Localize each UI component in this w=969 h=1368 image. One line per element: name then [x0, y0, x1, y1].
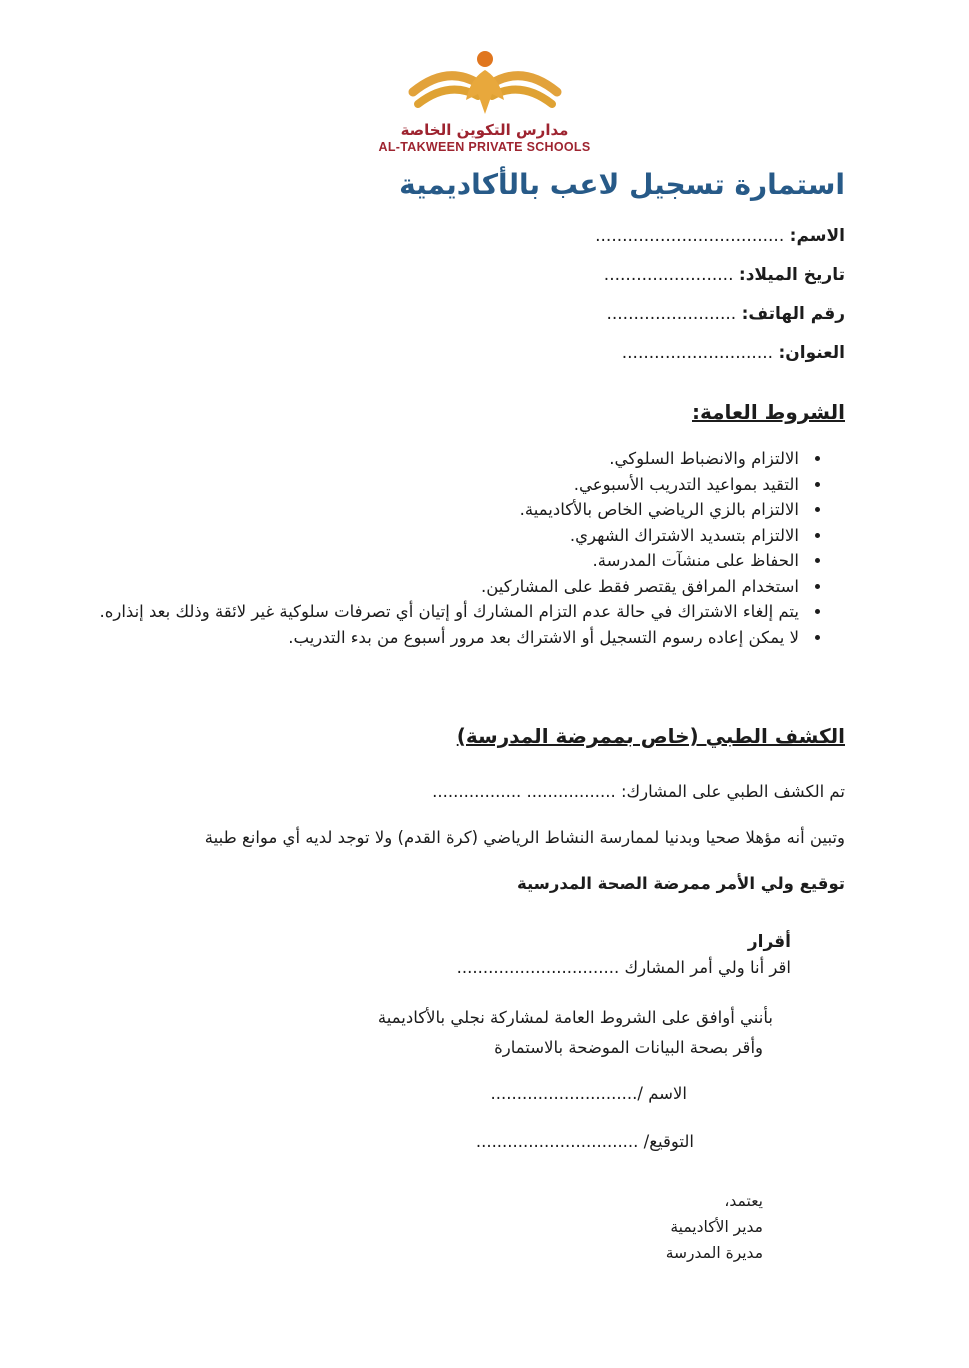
phone-field-fill-line: ........................	[606, 304, 737, 324]
term-item: • التقيد بمواعيد التدريب الأسبوعي.	[85, 472, 803, 498]
declaration-agreement-line: بأنني أوافق على الشروط العامة لمشاركة نجلي بالأكاديمية	[377, 1008, 773, 1027]
guardian-nurse-signature-label: توقيع ولي الأمر ممرضة الصحة المدرسية	[516, 874, 845, 893]
medical-exam-result-line: تم الكشف الطبي على المشارك: ................. .................	[432, 782, 845, 801]
term-item: • الالتزام بتسديد الاشتراك الشهري.	[85, 523, 803, 549]
general-terms-list	[85, 446, 845, 650]
name-field-fill-line: ...................................	[595, 226, 785, 246]
birthdate-field-label: تاريخ الميلاد:	[738, 265, 845, 285]
declaration-name-fill-line: الاسم /............................	[490, 1084, 687, 1103]
declaration-confirmation-line: وأقر بصحة البيانات الموضحة بالاستمارة	[494, 1038, 763, 1057]
approval-label: يعتمد،	[724, 1192, 763, 1210]
term-item: • الحفاظ على منشآت المدرسة.	[85, 548, 803, 574]
school-logo	[355, 50, 615, 154]
term-item: • استخدام المرافق يقتصر فقط على المشاركين.	[85, 574, 803, 600]
phone-field	[595, 304, 845, 326]
address-field-label: العنوان:	[778, 343, 845, 363]
declaration-heading: أقرار	[747, 932, 791, 952]
academy-director-label: مدير الأكاديمية	[670, 1218, 763, 1236]
page-title: استمارة تسجيل لاعب بالأكاديمية	[399, 168, 845, 201]
term-item: • يتم إلغاء الاشتراك في حالة عدم التزام المشارك أو إتيان أي تصرفات سلوكية غير لائقة وذلك بعد إنذاره.	[85, 599, 803, 625]
term-item: • لا يمكن إعاده رسوم التسجيل أو الاشتراك بعد مرور أسبوع من بدء التدريب.	[85, 625, 803, 651]
term-item: • الالتزام والانضباط السلوكي.	[85, 446, 803, 472]
school-principal-label: مديرة المدرسة	[665, 1244, 763, 1262]
name-field	[595, 226, 845, 248]
birthdate-field-fill-line: ........................	[603, 265, 734, 285]
medical-fitness-statement: وتبين أنه مؤهلا صحيا وبدنيا لممارسة النشاط الرياضي (كرة القدم) ولا توجد لديه أي موانع طبية	[204, 828, 845, 847]
address-field	[595, 343, 845, 365]
birthdate-field	[595, 265, 845, 287]
general-terms-heading: الشروط العامة:	[692, 400, 845, 424]
school-name-english: AL-TAKWEEN PRIVATE SCHOOLS	[378, 139, 591, 154]
personal-info-fields	[595, 226, 845, 382]
open-book-figure-icon	[355, 50, 615, 124]
name-field-label: الاسم:	[789, 226, 845, 246]
medical-exam-heading: الكشف الطبي (خاص بممرضة المدرسة)	[456, 724, 845, 748]
phone-field-label: رقم الهاتف:	[741, 304, 845, 324]
declaration-signature-fill-line: التوقيع/ ...............................	[475, 1132, 694, 1151]
term-item: • الالتزام بالزي الرياضي الخاص بالأكاديمية.	[85, 497, 803, 523]
declaration-guardian-line: اقر أنا ولي أمر المشارك ...............................	[456, 958, 791, 977]
address-field-fill-line: ............................	[621, 343, 774, 363]
school-name-arabic: مدارس التكوين الخاصة	[400, 121, 569, 139]
approval-block	[666, 1188, 763, 1266]
